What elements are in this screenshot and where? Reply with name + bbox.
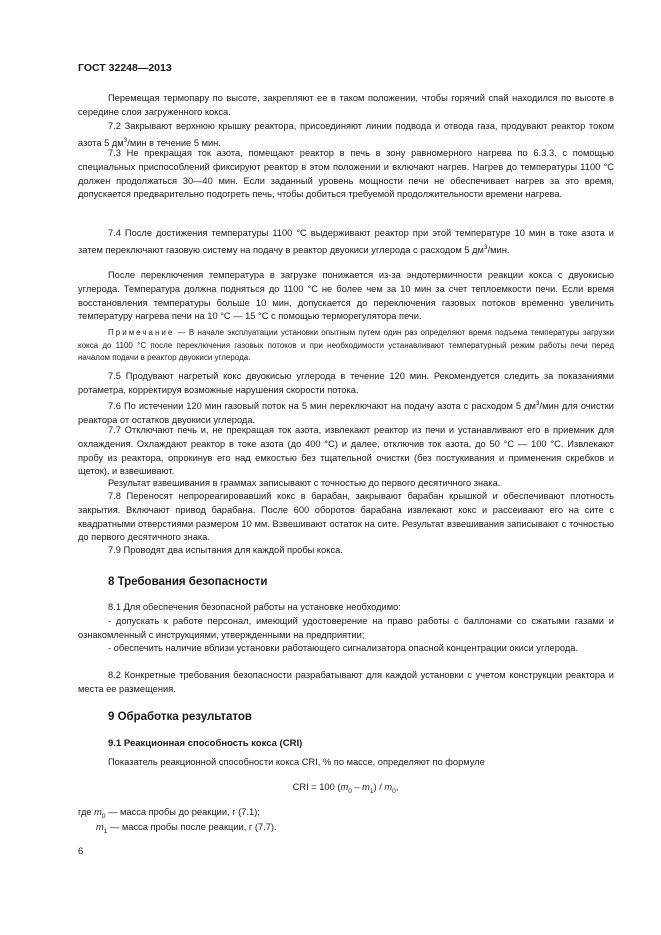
paragraph: - обеспечить наличие вблизи установки работающего сигнализатора опасной концентрации окиси углерода. (108, 643, 579, 653)
paragraph: 7.4 После достижения температуры 1100 °С выдерживают реактор при этой температуре 10 мин в токе азота и затем переключают газовую систему на подачу в реактор двуокиси углерода с расходом 5 $дм^3$/мин. (78, 228, 614, 255)
paragraph: 7.6 По истечении 120 мин газовый поток на 5 мин переключают на подачу азота с расходом 5 $дм^3$/мин для очистки реактора от остатков двуокиси углерода. (78, 400, 614, 425)
paragraph: После переключения температура в загрузке понижается из-за эндотермичности реакции кокса с двуокисью углерода. Температура должна подняться до 1100 °С не более чем за 10 мин за счет теплоемкости печи. Если время восстановления температуры больше 10 мин, допускается до переключения газовых потоков временно увеличить температуру нагрева печи на 10 °С — 15 °С с помощью терморегулятора печи. (78, 270, 614, 322)
paragraph: 7.3 Не прекращая ток азота, помещают реактор в печь в зону равномерного нагрева по 6.3.3, с помощью специальных приспособлений фиксируют реактор в этом положении и включают нагрев. Нагрев до температуры 1100 °С должен продолжаться 30—40 мин. Если заданный уровень мощности печи не обеспечивает нагрев за это время, допускается предварительно подогреть печь, чтобы добиться требуемой продолжительности времени нагрева. (78, 148, 614, 200)
paragraph: 8.1 Для обеспечения безопасной работы на установке необходимо: (108, 602, 401, 612)
note-label: Примечание (108, 328, 175, 337)
subsection-title: 9.1 Реакционная способность кокса (CRI) (108, 738, 303, 749)
document-header: ГОСТ 32248—2013 (78, 62, 172, 74)
section-title: 9 Обработка результатов (108, 711, 252, 723)
paragraph: 8.2 Конкретные требования безопасности разрабатывают для каждой установки с учетом конструкции реактора и места ее размещения. (78, 670, 614, 694)
paragraph: 7.7 Отключают печь и, не прекращая ток азота, извлекают реактор из печи и устанавливают его в приемник для охлаждения. Охлаждают реактор в токе азота (до 400 °С) и далее, отключив ток азота, до 50 °С — 100 °С. Извлекают пробу из реактора, опрокинув его над емкостью без тщательной очистки (без постукивания и применения скребков и щеток), и взвешивают. (78, 425, 614, 477)
where-line: где $m_0$ — масса пробы до реакции, г (7.1); (78, 807, 260, 820)
where-line: $m_1$ — масса пробы после реакции, г (7.7). (96, 822, 277, 835)
paragraph: Результат взвешивания в граммах записывают с точностью до первого десятичного знака. (108, 478, 501, 488)
paragraph: - допускать к работе персонал, имеющий удостоверение на право работы с баллонами со сжатыми газами и ознакомленный с инструкциями, утвержденными на предприятии; (78, 616, 614, 640)
section-title: 8 Требования безопасности (108, 576, 268, 588)
page-number: 6 (78, 846, 84, 857)
paragraph: 7.2 Закрывают верхнюю крышку реактора, присоединяют линии подвода и отвода газа, продувают реактор током азота 5 $дм^3$/мин в течение 5 мин. (78, 121, 614, 148)
paragraph: 7.9 Проводят два испытания для каждой пробы кокса. (108, 545, 343, 555)
paragraph: 7.5 Продувают нагретый кокс двуокисью углерода в течение 120 мин. Рекомендуется следить за показаниями ротаметра, корректируя возможные нарушения скорости потока. (78, 371, 614, 395)
paragraph: Показатель реакционной способности кокса CRI, % по массе, определяют по формуле (108, 757, 485, 767)
paragraph: 7.8 Переносят непрореагировавший кокс в барабан, закрывают барабан крышкой и обеспечивают плотность закрытия. Включают привод барабана. После 600 оборотов барабана извлекают кокс и рассеивают его на сите с квадратными отверстиями размером 10 мм. Взвешивают остаток на сите. Результат взвешивания записывают с точностью до первого десятичного знака. (78, 491, 614, 543)
paragraph: Перемещая термопару по высоте, закрепляют ее в таком положении, чтобы горячий спай находился по высоте в середине слоя загруженного кокса. (78, 93, 614, 117)
formula: CRI = 100 $(m_0 - m_1) / m_0$, (292, 782, 399, 795)
note: Примечание — В начале эксплуатации установки опытным путем один раз определяют время подъема температуры загрузки кокса до 1100 °С после переключения газовых потоков и при необходимости устанавливают температурный режим работы печи перед началом подачи в реактор двуокиси углерода. (78, 328, 614, 362)
